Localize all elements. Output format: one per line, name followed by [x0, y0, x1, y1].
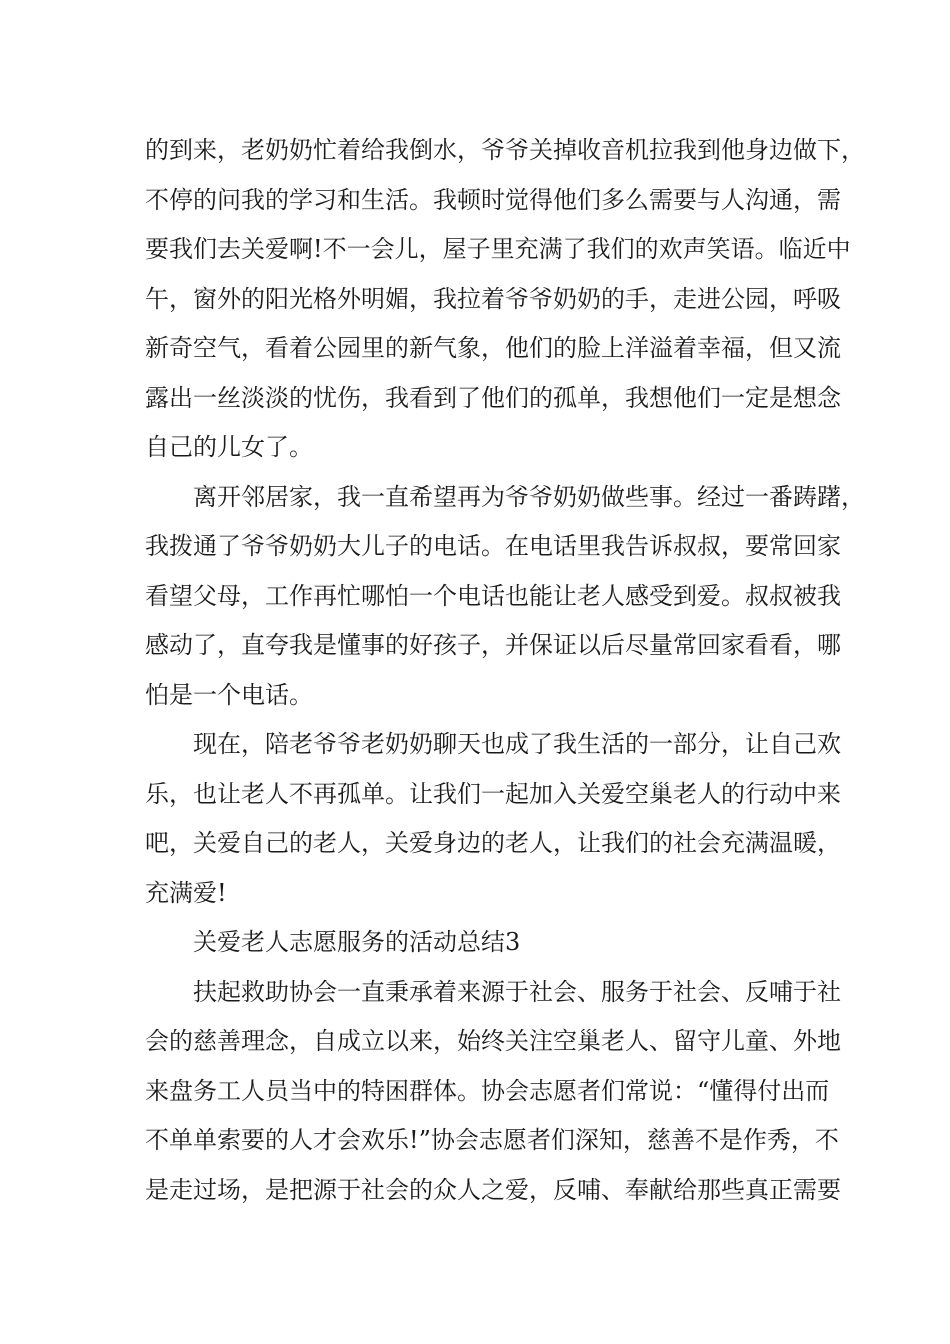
- text-line: 现在，陪老爷爷老奶奶聊天也成了我生活的一部分，让自己欢: [193, 730, 841, 758]
- text-line: 感动了，直夸我是懂事的好孩子，并保证以后尽量常回家看看，哪: [145, 631, 841, 659]
- text-line: 自己的儿女了。: [145, 433, 313, 461]
- paragraph: [145, 473, 865, 721]
- text-line: 来盘务工人员当中的特困群体。协会志愿者们常说：“懂得付出而: [145, 1076, 830, 1105]
- text-line: 充满爱!: [145, 878, 227, 907]
- text-line: 我拨通了爷爷奶奶大儿子的电话。在电话里我告诉叔叔，要常回家: [145, 532, 841, 560]
- text-line: 会的慈善理念，自成立以来，始终关注空巢老人、留守儿童、外地: [145, 1027, 841, 1055]
- text-line: 不停的问我的学习和生活。我顿时觉得他们多么需要与人沟通，需: [145, 185, 841, 214]
- section-heading: [145, 918, 825, 968]
- text-line: 的到来，老奶奶忙着给我倒水，爷爷关掉收音机拉我到他身边做下，: [145, 136, 865, 164]
- text-line: 要我们去关爱啊!不一会儿，屋子里充满了我们的欢声笑语。临近中: [145, 235, 851, 263]
- heading-text: 关爱老人志愿服务的活动总结3: [193, 928, 521, 956]
- text-line: 扶起救助协会一直秉承着来源于社会、服务于社会、反哺于社: [193, 977, 841, 1006]
- text-line: 看望父母，工作再忙哪怕一个电话也能让老人感受到爱。叔叔被我: [145, 581, 841, 610]
- paragraph: [145, 126, 865, 473]
- text-line: 不单单索要的人才会欢乐!”协会志愿者们深知，慈善不是作秀，不: [145, 1126, 839, 1154]
- text-line: 吧，关爱自己的老人，关爱身边的老人，让我们的社会充满温暖，: [145, 829, 841, 857]
- paragraph: [145, 968, 841, 1216]
- text-line: 新奇空气，看着公园里的新气象，他们的脸上洋溢着幸福，但又流: [145, 334, 841, 362]
- text-line: 乐，也让老人不再孤单。让我们一起加入关爱空巢老人的行动中来: [145, 779, 841, 808]
- paragraph: [145, 720, 841, 918]
- document-body: [145, 126, 865, 1215]
- text-line: 怕是一个电话。: [145, 680, 313, 709]
- text-line: 是走过场，是把源于社会的众人之爱，反哺、奉献给那些真正需要: [145, 1175, 841, 1204]
- text-line: 离开邻居家，我一直希望再为爷爷奶奶做些事。经过一番踌躇，: [193, 482, 865, 511]
- text-line: 午，窗外的阳光格外明媚，我拉着爷爷奶奶的手，走进公园，呼吸: [145, 284, 841, 313]
- text-line: 露出一丝淡淡的忧伤，我看到了他们的孤单，我想他们一定是想念: [145, 383, 841, 412]
